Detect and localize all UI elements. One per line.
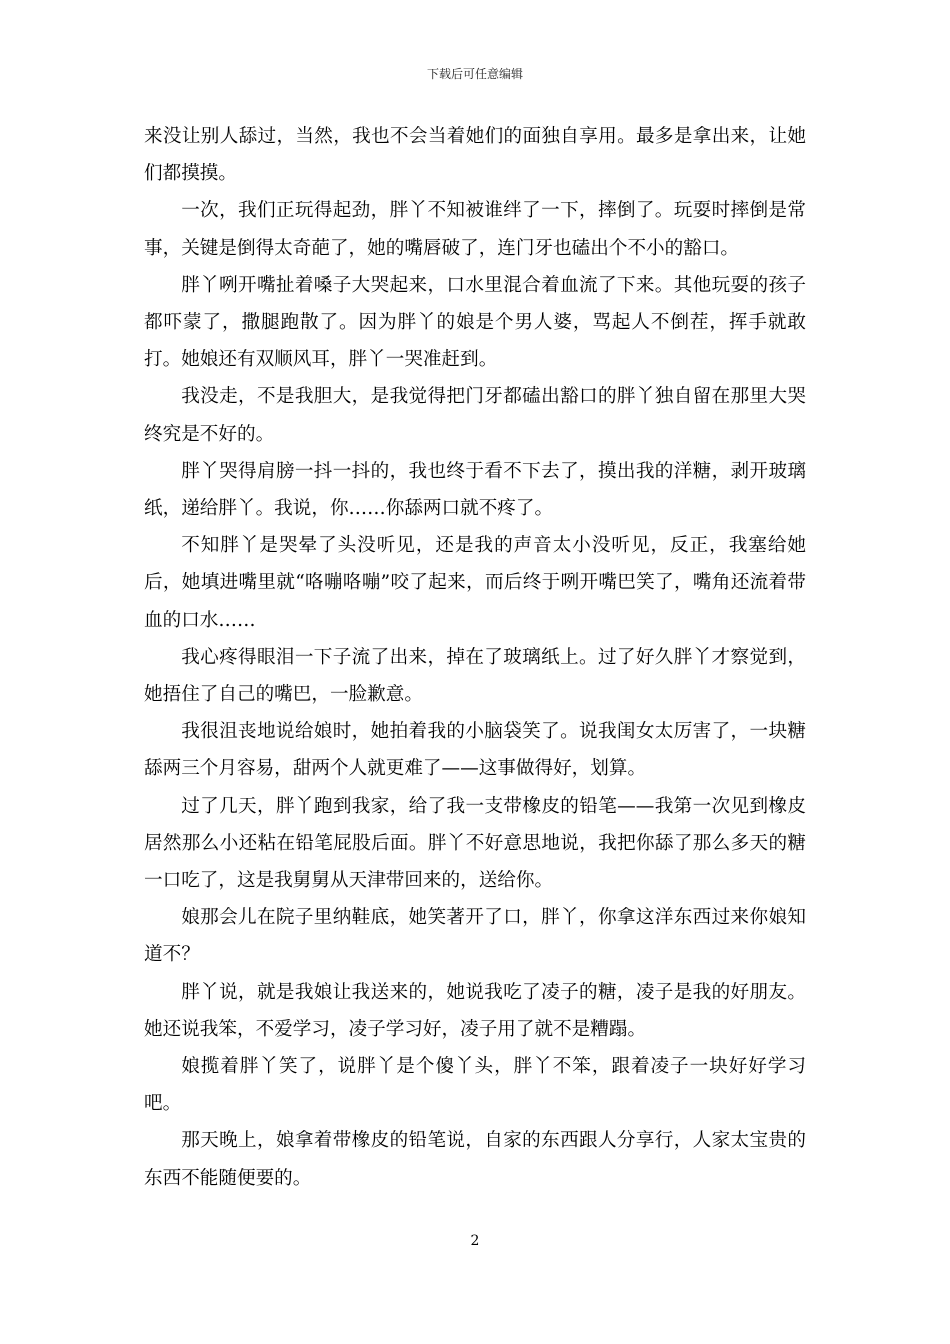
paragraph: 娘那会儿在院子里纳鞋底，她笑著开了口，胖丫，你拿这洋东西过来你娘知道不？: [144, 907, 806, 966]
paragraph: 我心疼得眼泪一下子流了出来，掉在了玻璃纸上。过了好久胖丫才察觉到，她捂住了自己的嘴巴，一脸歉意。: [144, 646, 806, 706]
paragraph: 一次，我们正玩得起劲，胖丫不知被谁绊了一下，摔倒了。玩耍时摔倒是常事，关键是倒得太奇葩了，她的嘴唇破了，连门牙也磕出个不小的豁口。: [144, 200, 806, 259]
paragraph: 过了几天，胖丫跑到我家，给了我一支带橡皮的铅笔——我第一次见到橡皮居然那么小还粘在铅笔屁股后面。胖丫不好意思地说，我把你舔了那么多天的糖一口吃了，这是我舅舅从天津带回来的，送给你。: [144, 795, 806, 892]
paragraph: 胖丫咧开嘴扯着嗓子大哭起来，口水里混合着血流了下来。其他玩耍的孩子都吓蒙了，撒腿跑散了。因为胖丫的娘是个男人婆，骂起人不倒茬，挥手就敢打。她娘还有双顺风耳，胖丫一哭准赶到。: [144, 274, 806, 371]
paragraph: 胖丫哭得肩膀一抖一抖的，我也终于看不下去了，摸出我的洋糖，剥开玻璃纸，递给胖丫。我说，你……你舔两口就不疼了。: [144, 460, 806, 520]
page-number: 2: [470, 1233, 480, 1249]
page-header: 下载后可任意编辑: [426, 67, 523, 81]
paragraph: 娘揽着胖丫笑了，说胖丫是个傻丫头，胖丫不笨，跟着凌子一块好好学习吧。: [144, 1056, 806, 1115]
paragraph: 不知胖丫是哭晕了头没听见，还是我的声音太小没听见，反正，我塞给她后，她填进嘴里就“咯嘣咯嘣”咬了起来，而后终于咧开嘴巴笑了，嘴角还流着带血的口水……: [144, 535, 806, 631]
paragraph: 我很沮丧地说给娘时，她拍着我的小脑袋笑了。说我闺女太厉害了，一块糖舔两三个月容易，甜两个人就更难了——这事做得好，划算。: [144, 721, 806, 780]
paragraph: 来没让别人舔过，当然，我也不会当着她们的面独自享用。最多是拿出来，让她们都摸摸。: [144, 126, 806, 185]
paragraph: 那天晚上，娘拿着带橡皮的铅笔说，自家的东西跟人分享行，人家太宝贵的东西不能随便要的。: [144, 1130, 806, 1189]
paragraph: 我没走，不是我胆大，是我觉得把门牙都磕出豁口的胖丫独自留在那里大哭终究是不好的。: [144, 386, 806, 445]
body-text: [144, 118, 806, 1197]
paragraph: 胖丫说，就是我娘让我送来的，她说我吃了凌子的糖，凌子是我的好朋友。她还说我笨，不爱学习，凌子学习好，凌子用了就不是糟蹋。: [144, 981, 806, 1040]
